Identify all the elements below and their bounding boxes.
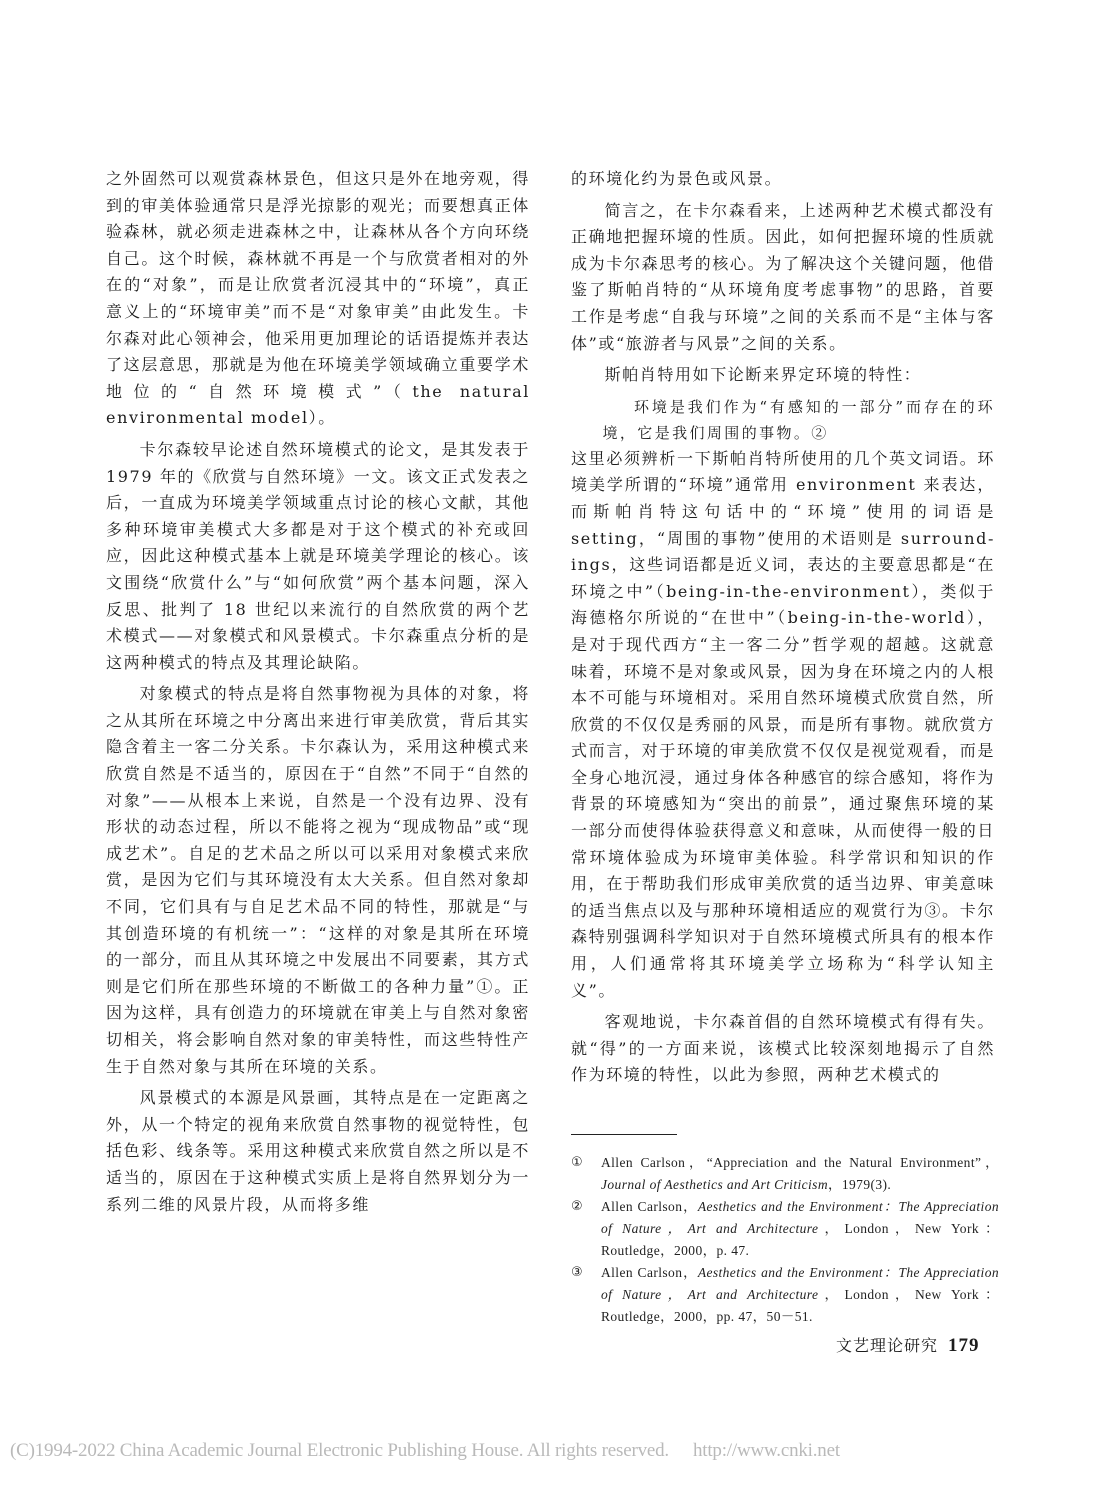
cnki-url: http://www.cnki.net bbox=[692, 1440, 840, 1461]
left-column bbox=[106, 166, 530, 1223]
footnote-publication-info: ，1979(3). bbox=[827, 1177, 892, 1192]
running-footer bbox=[836, 1333, 980, 1357]
footnote-book-title: Aesthetics and the Environment：The Appreciation of Nature，Art and Architecture bbox=[601, 1265, 999, 1302]
footnote-2 bbox=[571, 1196, 999, 1262]
paragraph-carlson-1979: 卡尔森较早论述自然环境模式的论文，是其发表于 1979 年的《欣赏与自然环境》一文。该文正式发表之后，一直成为环境美学领域重点讨论的核心文献，其他多种环境审美模式大多都是对于这个模式的补充或回应，因此这种模式基本上就是环境美学理论的核心。该文围绕“欣赏什么”与“如何欣赏”两个基本问题，深入反思、批判了 18 世纪以来流行的自然欣赏的两个艺术模式——对象模式和风景模式。卡尔森重点分析的是这两种模式的特点及其理论缺陷。 bbox=[106, 439, 530, 672]
footnote-text bbox=[601, 1152, 999, 1196]
page-number: 179 bbox=[948, 1335, 980, 1356]
footnotes bbox=[571, 1152, 999, 1328]
paragraph-landscape-model: 风景模式的本源是风景画，其特点是在一定距离之外，从一个特定的视角来欣赏自然事物的视觉特性，包括色彩、线条等。采用这种模式来欣赏自然之所以是不适当的，原因在于这种模式实质上是将自然界划分为一系列二维的风景片段，从而将多维 bbox=[106, 1088, 530, 1214]
paragraph-sparshott-intro: 斯帕肖特用如下论断来界定环境的特性： bbox=[604, 365, 922, 385]
footnote-publication-info: ，London，New York：Routledge，2000，p. 47. bbox=[601, 1221, 1000, 1258]
footnote-divider bbox=[571, 1134, 677, 1135]
footnote-marker: ① bbox=[571, 1155, 583, 1170]
paragraph-object-model: 对象模式的特点是将自然事物视为具体的对象，将之从其所在环境之中分离出来进行审美欣赏，背后其实隐含着主一客二分关系。卡尔森认为，采用这种模式来欣赏自然是不适当的，原因在于“自然”不同于“自然的对象”——从根本上来说，自然是一个没有边界、没有形状的动态过程，所以不能将之视为“现成物品”或“现成艺术”。自足的艺术品之所以可以采用对象模式来欣赏，是因为它们与其环境没有太大关系。但自然对象却不同，它们具有与自足艺术品不同的特性，那就是“与其创造环境的有机统一”：“这样的对象是其所在环境的一部分，而且从其环境之中发展出不同要素，其方式则是它们所在那些环境的不断做工的各种力量”①。正因为这样，具有创造力的环境就在审美上与自然对象密切相关，将会影响自然对象的审美特性，而这些特性产生于自然对象与其所在环境的关系。 bbox=[106, 684, 530, 1076]
journal-name: 文艺理论研究 bbox=[836, 1336, 939, 1355]
copyright-text: (C)1994-2022 China Academic Journal Electronic Publishing House. All rights reserved. bbox=[10, 1440, 669, 1461]
paragraph-continuation: 的环境化约为景色或风景。 bbox=[571, 169, 783, 188]
footnote-text bbox=[601, 1196, 999, 1262]
footnote-3 bbox=[571, 1262, 999, 1328]
footnote-book-title: Aesthetics and the Environment：The Appreciation of Nature，Art and Architecture bbox=[601, 1199, 999, 1236]
right-column bbox=[571, 166, 995, 1094]
paragraph-terminology: 这里必须辨析一下斯帕肖特所使用的几个英文词语。环境美学所谓的“环境”通常用 environment 来表达，而斯帕肖特这句话中的“环境”使用的词语是 setting，“周围的事物”使用的术语则是 surround-ings，这些词语都是近义词，表达的主要意思都是“在环境之中”（being-in-the-environment），类似于海德格尔所说的“在世中”（being-in-the-world），是对于现代西方“主一客二分”哲学观的超越。这就意味着，环境不是对象或风景，因为身在环境之内的人根本不可能与环境相对。采用自然环境模式欣赏自然，所欣赏的不仅仅是秀丽的风景，而是所有事物。就欣赏方式而言，对于环境的审美欣赏不仅仅是视觉观看，而是全身心地沉浸，通过身体各种感官的综合感知，将作为背景的环境感知为“突出的前景”，通过聚焦环境的某一部分而使得体验获得意义和意味，从而使得一般的日常环境体验成为环境审美体验。科学常识和知识的作用，在于帮助我们形成审美欣赏的适当边界、审美意味的适当焦点以及与那种环境相适应的观赏行为③。卡尔森特别强调科学知识对于自然环境模式所具有的根本作用，人们通常将其环境美学立场称为“科学认知主义”。 bbox=[571, 448, 995, 1000]
footnote-journal: Journal of Aesthetics and Art Criticism bbox=[601, 1177, 828, 1192]
footnote-author: Allen Carlson， bbox=[601, 1265, 698, 1280]
paragraph-forest-experience: 之外固然可以观赏森林景色，但这只是外在地旁观，得到的审美体验通常只是浮光掠影的观光；而要想真正体验森林，就必须走进森林之中，让森林从各个方向环绕自己。这个时候，森林就不再是一个与欣赏者相对的外在的“对象”，而是让欣赏者沉浸其中的“环境”，真正意义上的“环境审美”而不是“对象审美”由此发生。卡尔森对此心领神会，他采用更加理论的话语提炼并表达了这层意思，那就是为他在环境美学领域确立重要学术地位的“自然环境模式”（the natural environmental model）。 bbox=[106, 169, 530, 428]
footnote-title: “Appreciation and the Natural Environment”， bbox=[706, 1155, 999, 1170]
footnote-marker: ③ bbox=[571, 1265, 583, 1280]
footnote-publication-info: ，London，New York：Routledge，2000，pp. 47，50－51. bbox=[601, 1287, 1000, 1324]
copyright-notice bbox=[10, 1440, 840, 1462]
footnote-text bbox=[601, 1262, 999, 1328]
paragraph-evaluation: 客观地说，卡尔森首倡的自然环境模式有得有失。就“得”的一方面来说，该模式比较深刻地揭示了自然作为环境的特性，以此为参照，两种艺术模式的 bbox=[571, 1012, 995, 1085]
footnote-author: Allen Carlson， bbox=[601, 1199, 698, 1214]
paragraph-summary: 简言之，在卡尔森看来，上述两种艺术模式都没有正确地把握环境的性质。因此，如何把握环境的性质就成为卡尔森思考的核心。为了解决这个关键问题，他借鉴了斯帕肖特的“从环境角度考虑事物”的思路，首要工作是考虑“自我与环境”之间的关系而不是“主体与客体”或“旅游者与风景”之间的关系。 bbox=[571, 200, 995, 353]
footnote-author: Allen Carlson， bbox=[601, 1155, 707, 1170]
block-quote-sparshott: 环境是我们作为“有感知的一部分”而存在的环境，它是我们周围的事物。② bbox=[602, 397, 995, 442]
footnote-1 bbox=[571, 1152, 999, 1196]
footnote-marker: ② bbox=[571, 1199, 583, 1214]
